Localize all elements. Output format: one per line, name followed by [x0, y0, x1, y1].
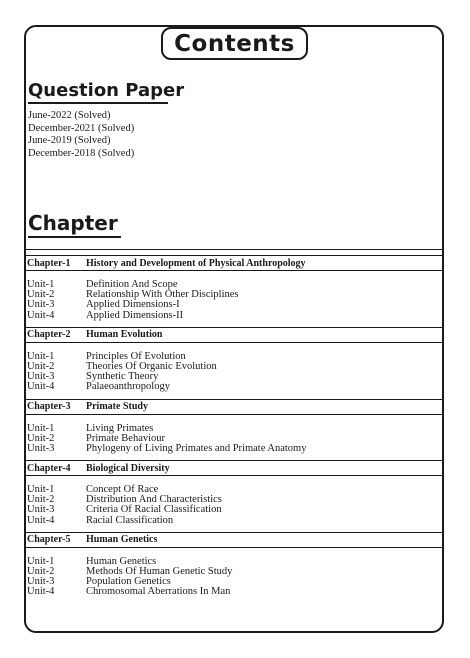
chapter-row[interactable] — [24, 399, 444, 415]
chapter-number: Chapter-2 — [27, 329, 71, 341]
chapter-table-top-rule — [24, 249, 444, 250]
unit-number: Unit-1 — [27, 484, 55, 496]
chapter-number: Chapter-1 — [27, 257, 71, 269]
unit-title: Methods Of Human Genetic Study — [86, 566, 233, 577]
unit-title: Primate Behaviour — [86, 432, 166, 444]
chapter-number: Chapter-3 — [27, 401, 71, 412]
unit-list — [24, 548, 444, 604]
unit-title: Applied Dimensions-II — [86, 309, 184, 321]
unit-row[interactable] — [24, 311, 444, 321]
unit-number: Unit-2 — [27, 289, 55, 301]
question-paper-underline — [28, 102, 168, 104]
unit-number: Unit-1 — [27, 279, 55, 290]
question-paper-item[interactable]: December-2018 (Solved) — [28, 147, 135, 159]
unit-number: Unit-1 — [27, 350, 55, 362]
chapter-row[interactable] — [24, 255, 444, 271]
unit-title: Applied Dimensions-I — [86, 299, 180, 311]
chapter-row[interactable] — [24, 460, 444, 476]
chapter-title: Human Genetics — [86, 534, 158, 546]
unit-title: Human Genetics — [86, 555, 157, 567]
chapter-title: Primate Study — [86, 401, 148, 412]
unit-list — [24, 343, 444, 399]
unit-title: Concept Of Race — [86, 484, 159, 496]
unit-title: Relationship With Other Disciplines — [86, 289, 239, 301]
unit-title: Population Genetics — [86, 576, 171, 588]
unit-number: Unit-2 — [27, 494, 55, 506]
unit-number: Unit-3 — [27, 371, 55, 383]
unit-number: Unit-3 — [27, 504, 55, 516]
chapter-title: Biological Diversity — [86, 462, 170, 474]
unit-list — [24, 271, 444, 327]
question-paper-list — [28, 110, 134, 160]
chapter-title: Human Evolution — [86, 329, 163, 341]
unit-title: Chromosomal Aberrations In Man — [86, 586, 231, 598]
unit-number: Unit-4 — [27, 586, 55, 598]
question-paper-heading: Question Paper — [28, 80, 185, 101]
unit-title: Definition And Scope — [86, 279, 178, 290]
unit-number: Unit-2 — [27, 360, 55, 372]
question-paper-item[interactable]: December-2021 (Solved) — [28, 122, 135, 134]
unit-number: Unit-1 — [27, 555, 55, 567]
unit-list — [24, 476, 444, 532]
unit-title: Distribution And Characteristics — [86, 494, 222, 506]
chapter-table — [24, 255, 444, 604]
chapter-row[interactable] — [24, 532, 444, 548]
unit-title: Phylogeny of Living Primates and Primate Anatomy — [86, 442, 307, 454]
chapter-number: Chapter-5 — [27, 534, 71, 546]
chapter-underline — [28, 236, 121, 238]
unit-title: Principles Of Evolution — [86, 350, 186, 362]
unit-list — [24, 415, 444, 461]
unit-number: Unit-4 — [27, 309, 55, 321]
page-title: Contents — [161, 27, 308, 60]
unit-row[interactable] — [24, 516, 444, 526]
unit-title: Theories Of Organic Evolution — [86, 360, 217, 372]
unit-number: Unit-3 — [27, 442, 55, 454]
unit-number: Unit-1 — [27, 422, 55, 434]
unit-number: Unit-3 — [27, 299, 55, 311]
question-paper-item[interactable]: June-2019 (Solved) — [28, 135, 111, 146]
chapter-title: History and Development of Physical Anthropology — [86, 257, 306, 269]
unit-number: Unit-4 — [27, 514, 55, 526]
unit-row[interactable] — [24, 382, 444, 392]
chapter-number: Chapter-4 — [27, 462, 71, 474]
unit-row[interactable] — [24, 587, 444, 597]
unit-number: Unit-2 — [27, 566, 55, 577]
unit-row[interactable] — [24, 444, 444, 454]
unit-title: Synthetic Theory — [86, 371, 159, 383]
unit-number: Unit-3 — [27, 576, 55, 588]
unit-title: Living Primates — [86, 422, 154, 434]
chapter-heading: Chapter — [28, 211, 118, 235]
unit-title: Palaeoanthropology — [86, 381, 170, 393]
chapter-row[interactable] — [24, 327, 444, 343]
question-paper-item[interactable]: June-2022 (Solved) — [28, 110, 111, 121]
unit-number: Unit-4 — [27, 381, 55, 393]
unit-number: Unit-2 — [27, 432, 55, 444]
unit-title: Racial Classification — [86, 514, 174, 526]
unit-title: Criteria Of Racial Classification — [86, 504, 222, 516]
